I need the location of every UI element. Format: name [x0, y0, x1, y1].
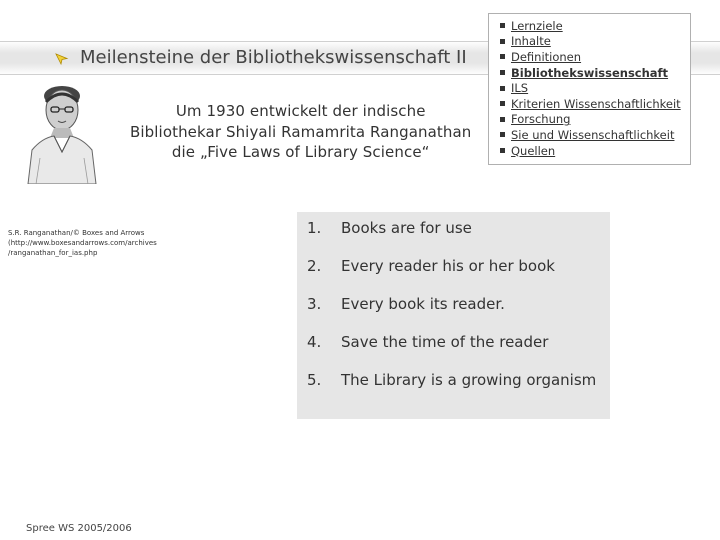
intro-text [130, 101, 471, 163]
bullet-icon [500, 101, 505, 106]
page-title: Meilensteine der Bibliothekswissenschaft II [80, 47, 467, 68]
nav-item-lernziele[interactable] [489, 18, 690, 34]
bullet-icon [500, 132, 505, 137]
nav-item-quellen[interactable] [489, 143, 690, 159]
law-text: Books are for use [341, 219, 472, 237]
bullet-icon [500, 54, 505, 59]
intro-line: Bibliothekar Shiyali Ramamrita Ranganathan [130, 122, 472, 141]
nav-link-label[interactable]: Lernziele [511, 18, 563, 33]
caption-line: S.R. Ranganathan/© Boxes and Arrows [8, 229, 145, 237]
nav-item-ils[interactable] [489, 80, 690, 96]
nav-item-forschung[interactable] [489, 112, 690, 128]
portrait-image [22, 80, 102, 184]
caption-line: /ranganathan_for_ias.php [8, 249, 98, 257]
bullet-icon [500, 23, 505, 28]
nav-link-label[interactable]: Sie und Wissenschaftlichkeit [511, 127, 675, 142]
nav-item-kriterien[interactable] [489, 96, 690, 112]
bullet-icon [500, 86, 505, 91]
navigation-list [489, 14, 690, 158]
nav-link-label[interactable]: Kriterien Wissenschaftlichkeit [511, 96, 681, 111]
bullet-icon [500, 39, 505, 44]
navigation-box [488, 13, 691, 165]
nav-link-label[interactable]: Forschung [511, 112, 571, 127]
law-number: 4. [307, 333, 322, 351]
nav-link-label[interactable]: Definitionen [511, 49, 582, 64]
nav-item-inhalte[interactable] [489, 34, 690, 50]
nav-link-label[interactable]: Inhalte [511, 34, 551, 49]
bullet-icon [500, 117, 505, 122]
caption-line: (http://www.boxesandarrows.com/archives [8, 239, 157, 247]
five-laws-panel [297, 212, 610, 419]
intro-line: Um 1930 entwickelt der indische [175, 102, 426, 120]
law-text: The Library is a growing organism [341, 371, 597, 389]
law-text: Every reader his or her book [341, 257, 555, 275]
law-text: Every book its reader. [341, 295, 505, 313]
nav-item-bibliothekswissenschaft[interactable] [489, 65, 690, 81]
law-text: Save the time of the reader [341, 333, 549, 351]
nav-item-definitionen[interactable] [489, 49, 690, 65]
bullet-icon [500, 70, 505, 75]
law-number: 5. [307, 371, 322, 389]
law-number: 3. [307, 295, 322, 313]
intro-line: die „Five Laws of Library Science“ [171, 143, 430, 161]
footer-text: Spree WS 2005/2006 [26, 523, 132, 534]
image-caption [8, 228, 198, 258]
law-number: 1. [307, 219, 322, 237]
nav-link-label[interactable]: ILS [511, 81, 529, 96]
nav-link-label[interactable]: Quellen [511, 143, 556, 158]
nav-link-label-current[interactable]: Bibliothekswissenschaft [511, 65, 669, 80]
bullet-icon [500, 148, 505, 153]
nav-item-sie-und-wissenschaftlichkeit[interactable] [489, 127, 690, 143]
arrow-right-icon [54, 51, 70, 67]
law-number: 2. [307, 257, 322, 275]
